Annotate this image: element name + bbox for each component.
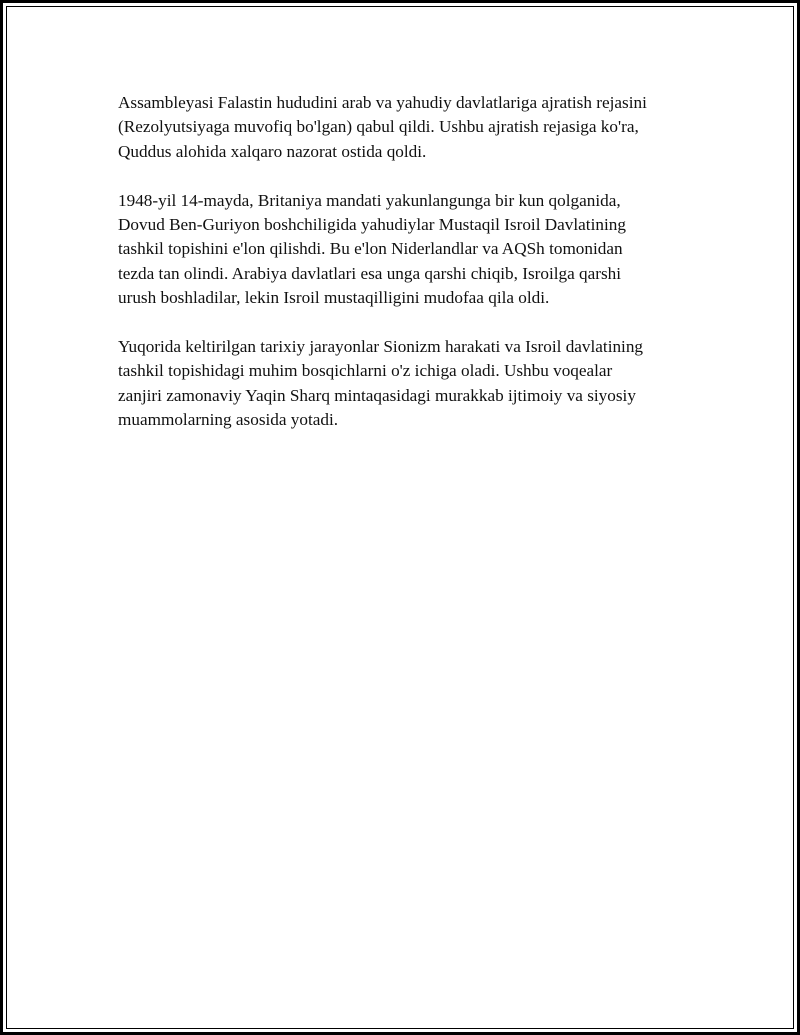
paragraph-historical-summary: Yuqorida keltirilgan tarixiy jarayonlar Sionizm harakati va Isroil davlatining tashkil topishidagi muhim bosqichlarni o'z ichiga oladi. Ushbu voqealar zanjiri zamonaviy Yaqin Sharq mintaqasidagi murakkab ijtimoiy va siyosiy muammolarning asosida yotadi. bbox=[118, 337, 644, 430]
paragraph-partition-plan: Assambleyasi Falastin hududini arab va yahudiy davlatlariga ajratish rejasini (Rezolyutsiyaga muvofiq bo'lgan) qabul qildi. Ushbu ajratish rejasiga ko'ra, Quddus alohida xalqaro nazorat ostida qoldi. bbox=[118, 93, 647, 161]
document-body bbox=[118, 91, 698, 457]
paragraph-independence-declaration: 1948-yil 14-mayda, Britaniya mandati yakunlangunga bir kun qolganida, Dovud Ben-Guriyon boshchiligida yahudiylar Mustaqil Isroil Davlatining tashkil topishini e'lon qilishdi. Bu e'lon Niderlandlar va AQSh tomonidan tezda tan olindi. Arabiya davlatlari esa unga qarshi chiqib, Isroilga qarshi urush boshladilar, lekin Isroil mustaqilligini mudofaa qila oldi. bbox=[118, 190, 626, 308]
